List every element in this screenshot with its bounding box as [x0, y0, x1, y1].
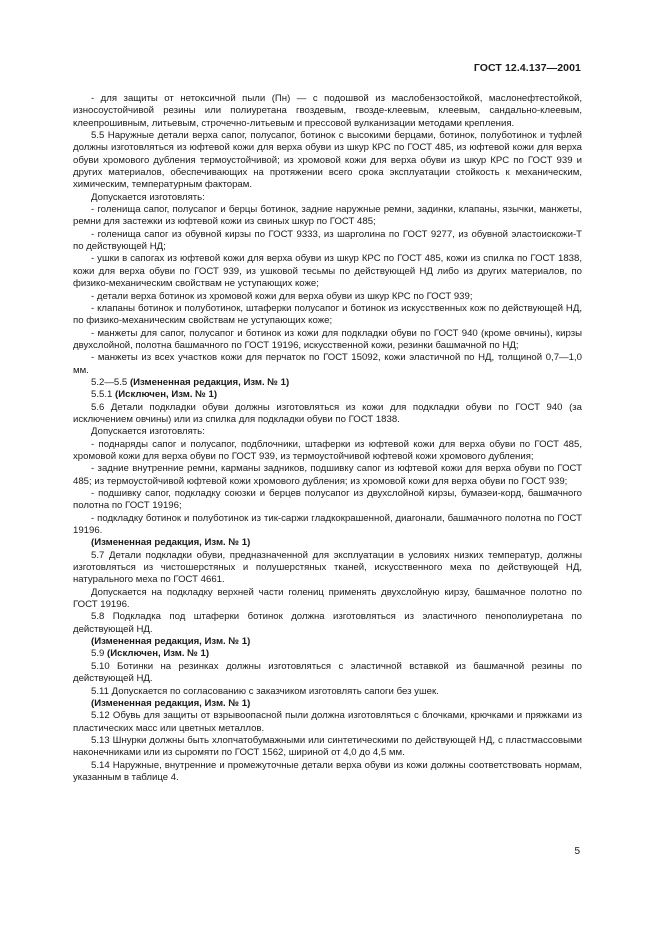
paragraph: 5.8 Подкладка под штаферки ботинок должна изготовляться из эластичного пенополиуретана по действующей НД. — [73, 611, 582, 635]
paragraph: - клапаны ботинок и полуботинок, штаферки полусапог и ботинок из искусственных кож по действующей НД, по физико-механическим свойствам не уступающих коже; — [73, 302, 582, 327]
paragraph: - манжеты из всех участков кожи для перчаток по ГОСТ 15092, кожи эластичной по НД, толщиной 0,7—1,0 мм. — [73, 352, 582, 376]
page-number: 5 — [574, 846, 580, 857]
edit-note — [73, 537, 582, 549]
edit-note — [73, 648, 582, 660]
paragraph: - подшивку сапог, подкладку союзки и берцев полусапог из двухслойной кирзы, бумазеи-корд, башмачного полотна по ГОСТ 19196; — [73, 488, 582, 512]
edit-note — [73, 636, 582, 648]
paragraph: - голенища сапог, полусапог и берцы ботинок, задние наружные ремни, задинки, клапаны, язычки, манжеты, ремни для застежки из юфтевой кожи из свиных шкур по ГОСТ 485; — [73, 204, 582, 228]
paragraph: - манжеты для сапог, полусапог и ботинок из кожи для подкладки обуви по ГОСТ 940 (кроме овчины), кирзы двухслойной, полотна башмачного по ГОСТ 19196, искусственной кожи, резинки башмачной по НД; — [73, 327, 582, 351]
edit-note-bold: (Измененная редакция, Изм. № 1) — [91, 537, 251, 549]
edit-note-bold: (Измененная редакция, Изм. № 1) — [91, 636, 251, 648]
edit-note — [73, 377, 582, 389]
edit-note-prefix: 5.9 — [91, 648, 108, 660]
paragraph: 5.13 Шнурки должны быть хлопчатобумажными или синтетическими по действующей НД, с пластмассовыми наконечниками или из сыромяти по ГОСТ 1562, шириной от 4,0 до 4,5 мм. — [73, 734, 582, 759]
document-header: ГОСТ 12.4.137—2001 — [473, 62, 581, 74]
edit-note-prefix: 5.2—5.5 — [91, 376, 130, 388]
paragraph: - голенища сапог из обувной кирзы по ГОСТ 9333, из шарголина по ГОСТ 9277, из обувной эластоискожи-Т по действующей НД; — [73, 228, 582, 253]
document-body — [73, 93, 582, 784]
paragraph: Допускается изготовлять: — [91, 191, 205, 203]
paragraph: - подкладку ботинок и полуботинок из тик-саржи гладкокрашенной, диагонали, башмачного полотна по ГОСТ 19196. — [73, 512, 582, 537]
edit-note — [73, 698, 582, 710]
paragraph: 5.10 Ботинки на резинках должны изготовляться с эластичной вставкой из башмачной резины по действующей НД. — [73, 660, 582, 685]
paragraph: - задние внутренние ремни, карманы задников, подшивку сапог из юфтевой кожи для верха обуви по ГОСТ 485; из термоустойчивой юфтевой кожи хромового дубления; из хромовой кожи для верха обуви по ГОСТ 939; — [73, 463, 582, 487]
edit-note — [73, 389, 582, 401]
paragraph: 5.7 Детали подкладки обуви, предназначенной для эксплуатации в условиях низких температур, должны изготовляться из чистошерстяных и полушерстяных тканей, искусственного меха по действующей НД, натурального меха по ГОСТ 4661. — [73, 549, 582, 586]
edit-note-bold: (Измененная редакция, Изм. № 1) — [91, 697, 251, 709]
edit-note-bold: (Измененная редакция, Изм. № 1) — [129, 376, 290, 388]
paragraph: 5.6 Детали подкладки обуви должны изготовляться из кожи для подкладки обуви по ГОСТ 940 (за исключением овчины) или из спилка для подкладки обуви по ГОСТ 1838. — [73, 401, 582, 425]
paragraph: Допускается изготовлять: — [91, 426, 205, 438]
paragraph: 5.11 Допускается по согласованию с заказчиком изготовлять сапоги без ушек. — [91, 685, 439, 697]
paragraph: 5.5 Наружные детали верха сапог, полусапог, ботинок с высокими берцами, ботинок, полуботинок и туфлей должны изготовляться из юфтевой кожи для верха обуви из шкур КРС по ГОСТ 485, из юфтевой кожи для верха обуви хромового дубления термоустойчивой; из хромовой кожи для верха обуви из шкур КРС по ГОСТ 939 и других материалов, обеспечивающих на протяжении всего срока эксплуатации стойкость к механическим, химическим, температурным факторам. — [73, 130, 582, 191]
paragraph: 5.14 Наружные, внутренние и промежуточные детали верха обуви из кожи должны соответствовать нормам, указанным в таблице 4. — [73, 759, 582, 783]
paragraph: - ушки в сапогах из юфтевой кожи для верха обуви из шкур КРС по ГОСТ 485, кожи из спилка по ГОСТ 1838, кожи для верха обуви по ГОСТ 939, из ушковой тесьмы по действующей НД либо из других материалов, по физико-механическим свойствам не уступающих коже; — [73, 253, 582, 290]
paragraph: Допускается на подкладку верхней части голениц применять двухслойную кирзу, башмачное полотно по ГОСТ 19196. — [73, 586, 582, 611]
edit-note-bold: (Исключен, Изм. № 1) — [115, 389, 218, 401]
edit-note-prefix: 5.5.1 — [91, 389, 116, 401]
paragraph: - детали верха ботинок из хромовой кожи для верха обуви из шкур КРС по ГОСТ 939; — [91, 290, 473, 302]
edit-note-bold: (Исключен, Изм. № 1) — [107, 648, 210, 660]
paragraph: - поднаряды сапог и полусапог, подблочники, штаферки из юфтевой кожи для верха обуви по ГОСТ 485, хромовой кожи для верха обуви по ГОСТ 939, из термоустойчивой юфтевой кожи хромового дубления; — [73, 438, 582, 462]
paragraph: 5.12 Обувь для защиты от взрывоопасной пыли должна изготовляться с блочками, крючками и пряжками из пластических масс или цветных металлов. — [73, 710, 582, 734]
paragraph: - для защиты от нетоксичной пыли (Пн) — с подошвой из маслобензостойкой, маслонефтестойкой, износоустойчивой резины или полиуретана гвоздевым, гвоздe-клеевым, клеевым, сандально-клеевым, клеепрошивным, литьевым, строчечно-литьевым и прессовой вулканизации методами крепления. — [73, 93, 582, 129]
